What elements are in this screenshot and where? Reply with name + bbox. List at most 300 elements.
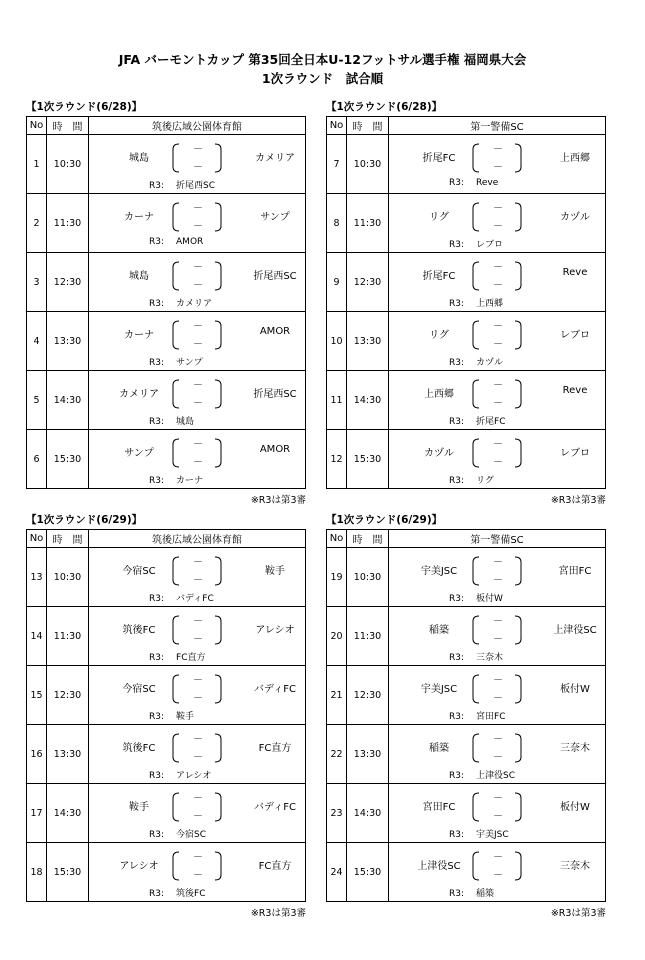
score-top[interactable]: － <box>193 675 203 686</box>
team2-name: バディFC <box>254 684 296 695</box>
team2-name: 上西郷 <box>560 153 590 164</box>
right-bracket-icon <box>213 202 223 232</box>
team2-name: AMOR <box>259 326 291 337</box>
left-bracket-icon <box>471 320 481 350</box>
team2-name: 折尾西SC <box>253 271 297 282</box>
left-bracket-icon <box>471 202 481 232</box>
referee-team: 折尾FC <box>476 417 506 427</box>
right-bracket-icon <box>513 792 523 822</box>
left-bracket-icon <box>171 202 181 232</box>
right-bracket-icon <box>513 615 523 645</box>
match-time: 14:30 <box>47 784 89 843</box>
referee-line <box>149 886 205 899</box>
right-bracket-icon <box>213 320 223 350</box>
match-row <box>327 843 606 902</box>
referee-line <box>449 709 505 722</box>
match-no: 21 <box>327 666 347 725</box>
right-bracket-icon <box>513 320 523 350</box>
referee-label: R3: <box>149 299 165 309</box>
match-time: 12:30 <box>347 253 389 312</box>
score-bottom[interactable]: － <box>193 575 203 586</box>
team1-name: 今宿SC <box>122 566 156 577</box>
team1-name: アレシオ <box>119 861 159 872</box>
left-bracket-icon <box>471 261 481 291</box>
header-time: 時 間 <box>347 117 389 135</box>
score-top[interactable]: － <box>193 262 203 273</box>
referee-line <box>449 768 515 781</box>
match-no: 8 <box>327 194 347 253</box>
left-bracket-icon <box>471 792 481 822</box>
match-row <box>27 312 306 371</box>
match-time: 15:30 <box>47 430 89 489</box>
score-bottom[interactable]: － <box>193 221 203 232</box>
team1-name: 城島 <box>129 271 149 282</box>
match-time: 14:30 <box>47 371 89 430</box>
match-cell <box>389 548 606 607</box>
match-cell <box>89 548 306 607</box>
score-top[interactable]: － <box>493 793 503 804</box>
score-bottom[interactable]: － <box>493 457 503 468</box>
match-no: 2 <box>27 194 47 253</box>
match-time: 15:30 <box>347 430 389 489</box>
team2-name: カヅル <box>560 212 590 223</box>
referee-line <box>149 237 203 247</box>
referee-line <box>149 178 215 191</box>
match-no: 16 <box>27 725 47 784</box>
match-no: 23 <box>327 784 347 843</box>
team1-name: 鞍手 <box>129 802 149 813</box>
team1-name: サンプ <box>124 448 154 459</box>
team2-name: バディFC <box>254 802 296 813</box>
schedule-block-1 <box>26 101 306 506</box>
score-bottom[interactable]: － <box>493 221 503 232</box>
referee-label: R3: <box>449 240 465 250</box>
match-row <box>327 607 606 666</box>
match-cell <box>89 666 306 725</box>
match-row <box>27 784 306 843</box>
referee-team: サンプ <box>176 358 203 368</box>
match-row <box>27 135 306 194</box>
match-no: 9 <box>327 253 347 312</box>
match-cell <box>89 725 306 784</box>
right-bracket-icon <box>513 379 523 409</box>
team2-name: 折尾西SC <box>253 389 297 400</box>
referee-line <box>149 591 214 604</box>
left-bracket-icon <box>171 320 181 350</box>
schedule-block-3 <box>26 514 306 919</box>
score-bottom[interactable]: － <box>193 752 203 763</box>
referee-label: R3: <box>449 594 465 604</box>
match-time: 11:30 <box>47 194 89 253</box>
referee-team: 板付W <box>476 594 503 604</box>
team1-name: リグ <box>429 330 449 341</box>
match-cell <box>389 194 606 253</box>
team2-name: 三奈木 <box>560 861 590 872</box>
match-no: 4 <box>27 312 47 371</box>
referee-line <box>449 827 509 840</box>
schedule-table <box>326 529 606 902</box>
header-time: 時 間 <box>47 117 89 135</box>
team1-name: 宇美JSC <box>420 684 458 695</box>
referee-label: R3: <box>449 712 465 722</box>
match-row <box>27 666 306 725</box>
team1-name: 折尾FC <box>422 271 456 282</box>
match-no: 11 <box>327 371 347 430</box>
referee-label: R3: <box>149 889 165 899</box>
team2-name: AMOR <box>259 444 291 455</box>
score-top[interactable]: － <box>193 380 203 391</box>
referee-label: R3: <box>449 358 465 368</box>
referee-line <box>449 650 503 663</box>
score-bottom[interactable]: － <box>193 693 203 704</box>
right-bracket-icon <box>513 556 523 586</box>
score-bottom[interactable]: － <box>493 398 503 409</box>
left-bracket-icon <box>171 792 181 822</box>
right-bracket-icon <box>213 379 223 409</box>
referee-label: R3: <box>449 299 465 309</box>
score-top[interactable]: － <box>493 203 503 214</box>
round-caption: 【1次ラウンド(6/28)】 <box>326 101 443 113</box>
left-bracket-icon <box>171 674 181 704</box>
referee-line <box>449 237 503 250</box>
score-bottom[interactable]: － <box>493 280 503 291</box>
document-title: JFA バーモントカップ 第35回全日本U-12フットサル選手権 福岡県大会 <box>118 52 527 67</box>
referee-label: R3: <box>449 889 465 899</box>
match-time: 13:30 <box>347 725 389 784</box>
score-top[interactable]: － <box>193 439 203 450</box>
match-no: 13 <box>27 548 47 607</box>
right-bracket-icon <box>213 438 223 468</box>
schedule-table <box>26 116 306 489</box>
right-bracket-icon <box>513 674 523 704</box>
referee-team: 今宿SC <box>176 830 207 840</box>
match-row <box>327 135 606 194</box>
match-no: 19 <box>327 548 347 607</box>
match-cell <box>389 312 606 371</box>
referee-team: Reve <box>476 178 499 188</box>
right-bracket-icon <box>513 143 523 173</box>
match-cell <box>89 135 306 194</box>
match-cell <box>89 843 306 902</box>
left-bracket-icon <box>171 615 181 645</box>
header-venue: 筑後広域公園体育館 <box>89 530 306 548</box>
match-row <box>27 607 306 666</box>
score-top[interactable]: － <box>493 262 503 273</box>
match-no: 15 <box>27 666 47 725</box>
left-bracket-icon <box>171 261 181 291</box>
match-time: 12:30 <box>47 253 89 312</box>
team1-name: 城島 <box>129 153 149 164</box>
team2-name: Reve <box>562 385 588 396</box>
referee-label: R3: <box>149 653 165 663</box>
match-time: 11:30 <box>347 607 389 666</box>
right-bracket-icon <box>213 733 223 763</box>
score-top[interactable]: － <box>193 144 203 155</box>
header-no: No <box>327 530 347 548</box>
match-row <box>327 312 606 371</box>
referee-label: R3: <box>449 653 465 663</box>
footnote: ※R3は第3審 <box>550 908 606 919</box>
team1-name: カーナ <box>124 330 154 341</box>
score-bottom[interactable]: － <box>193 339 203 350</box>
score-bottom[interactable]: － <box>193 457 203 468</box>
team2-name: FC直方 <box>258 861 292 872</box>
referee-line <box>149 414 194 427</box>
referee-label: R3: <box>449 830 465 840</box>
team1-name: カヅル <box>424 448 454 459</box>
match-row <box>27 253 306 312</box>
referee-label: R3: <box>449 417 465 427</box>
referee-line <box>449 414 505 427</box>
score-top[interactable]: － <box>193 321 203 332</box>
match-time: 10:30 <box>347 548 389 607</box>
right-bracket-icon <box>213 261 223 291</box>
score-top[interactable]: － <box>193 203 203 214</box>
team2-name: FC直方 <box>258 743 292 754</box>
team1-name: リグ <box>429 212 449 223</box>
schedule-block-4 <box>326 514 606 919</box>
referee-line <box>149 650 205 663</box>
left-bracket-icon <box>471 851 481 881</box>
match-time: 11:30 <box>47 607 89 666</box>
match-no: 1 <box>27 135 47 194</box>
header-no: No <box>27 530 47 548</box>
referee-label: R3: <box>149 237 165 247</box>
match-time: 15:30 <box>47 843 89 902</box>
header-time: 時 間 <box>47 530 89 548</box>
score-bottom[interactable]: － <box>493 693 503 704</box>
match-cell <box>89 253 306 312</box>
match-time: 13:30 <box>47 312 89 371</box>
referee-team: 宮田FC <box>476 712 506 722</box>
referee-label: R3: <box>149 476 165 486</box>
referee-label: R3: <box>449 178 465 188</box>
referee-label: R3: <box>149 830 165 840</box>
header-row <box>27 530 306 548</box>
referee-team: 宇美JSC <box>476 830 509 840</box>
score-top[interactable]: － <box>493 557 503 568</box>
score-bottom[interactable]: － <box>193 398 203 409</box>
referee-line <box>149 296 212 309</box>
referee-label: R3: <box>449 771 465 781</box>
right-bracket-icon <box>213 615 223 645</box>
header-venue: 筑後広域公園体育館 <box>89 117 306 135</box>
team2-name: 三奈木 <box>560 743 590 754</box>
match-row <box>327 548 606 607</box>
referee-line <box>149 709 194 722</box>
team1-name: 宇美JSC <box>420 566 458 577</box>
match-cell <box>389 253 606 312</box>
team2-name: レブロ <box>560 330 590 341</box>
team1-name: カメリア <box>119 389 159 400</box>
match-no: 3 <box>27 253 47 312</box>
referee-line <box>449 178 498 188</box>
header-row <box>27 117 306 135</box>
score-top[interactable]: － <box>193 734 203 745</box>
match-time: 13:30 <box>47 725 89 784</box>
match-cell <box>89 194 306 253</box>
match-row <box>27 430 306 489</box>
match-row <box>27 725 306 784</box>
referee-label: R3: <box>149 712 165 722</box>
referee-line <box>149 355 203 368</box>
score-bottom[interactable]: － <box>493 752 503 763</box>
referee-line <box>449 591 503 604</box>
match-cell <box>389 607 606 666</box>
left-bracket-icon <box>471 143 481 173</box>
match-no: 5 <box>27 371 47 430</box>
match-row <box>327 371 606 430</box>
score-bottom[interactable]: － <box>493 811 503 822</box>
match-no: 17 <box>27 784 47 843</box>
schedule-block-2 <box>326 101 606 506</box>
referee-team: バディFC <box>176 594 214 604</box>
team1-name: 稲築 <box>429 625 449 636</box>
score-top[interactable]: － <box>493 734 503 745</box>
match-time: 12:30 <box>47 666 89 725</box>
referee-line <box>449 296 503 309</box>
team2-name: 鞍手 <box>265 566 285 577</box>
score-bottom[interactable]: － <box>493 870 503 881</box>
score-bottom[interactable]: － <box>493 634 503 645</box>
team1-name: 稲築 <box>429 743 449 754</box>
score-top[interactable]: － <box>493 616 503 627</box>
referee-team: 城島 <box>176 417 195 427</box>
match-no: 22 <box>327 725 347 784</box>
team1-name: 折尾FC <box>422 153 456 164</box>
footnote: ※R3は第3審 <box>550 495 606 506</box>
match-cell <box>389 725 606 784</box>
referee-team: 上西郷 <box>476 299 504 309</box>
score-bottom[interactable]: － <box>493 339 503 350</box>
right-bracket-icon <box>513 733 523 763</box>
match-time: 12:30 <box>347 666 389 725</box>
right-bracket-icon <box>213 792 223 822</box>
match-time: 10:30 <box>47 548 89 607</box>
document-subtitle: 1次ラウンド 試合順 <box>261 71 384 86</box>
referee-label: R3: <box>149 181 165 191</box>
score-top[interactable]: － <box>493 321 503 332</box>
referee-line <box>149 827 206 840</box>
header-no: No <box>327 117 347 135</box>
score-top[interactable]: － <box>193 616 203 627</box>
referee-team: カメリア <box>176 299 213 309</box>
referee-team: 筑後FC <box>176 889 206 899</box>
referee-line <box>149 768 211 781</box>
match-time: 14:30 <box>347 371 389 430</box>
left-bracket-icon <box>471 674 481 704</box>
score-top[interactable]: － <box>493 852 503 863</box>
match-time: 10:30 <box>47 135 89 194</box>
round-caption: 【1次ラウンド(6/28)】 <box>26 101 143 113</box>
referee-team: 稲築 <box>476 889 495 899</box>
score-top[interactable]: － <box>493 675 503 686</box>
score-bottom[interactable]: － <box>493 575 503 586</box>
schedule-table <box>326 116 606 489</box>
match-no: 7 <box>327 135 347 194</box>
round-caption: 【1次ラウンド(6/29)】 <box>326 514 443 526</box>
match-cell <box>389 784 606 843</box>
score-top[interactable]: － <box>493 144 503 155</box>
match-cell <box>89 607 306 666</box>
referee-label: R3: <box>449 476 465 486</box>
referee-team: 鞍手 <box>176 712 195 722</box>
footnote: ※R3は第3審 <box>250 908 306 919</box>
match-no: 10 <box>327 312 347 371</box>
score-bottom[interactable]: － <box>193 634 203 645</box>
match-time: 13:30 <box>347 312 389 371</box>
referee-line <box>449 355 503 368</box>
team1-name: カーナ <box>124 212 154 223</box>
match-row <box>327 725 606 784</box>
team2-name: アレシオ <box>255 625 295 636</box>
header-row <box>327 530 606 548</box>
score-top[interactable]: － <box>193 793 203 804</box>
match-no: 18 <box>27 843 47 902</box>
left-bracket-icon <box>171 733 181 763</box>
score-top[interactable]: － <box>493 380 503 391</box>
score-bottom[interactable]: － <box>193 280 203 291</box>
match-no: 24 <box>327 843 347 902</box>
footnote: ※R3は第3審 <box>250 495 306 506</box>
right-bracket-icon <box>213 556 223 586</box>
match-cell <box>389 371 606 430</box>
score-top[interactable]: － <box>493 439 503 450</box>
match-cell <box>89 784 306 843</box>
team1-name: 筑後FC <box>122 625 156 636</box>
match-no: 6 <box>27 430 47 489</box>
match-cell <box>389 135 606 194</box>
referee-team: FC直方 <box>176 653 206 663</box>
referee-team: レブロ <box>476 240 504 250</box>
right-bracket-icon <box>513 851 523 881</box>
referee-line <box>449 886 494 899</box>
score-top[interactable]: － <box>193 852 203 863</box>
referee-team: アレシオ <box>176 771 212 781</box>
team1-name: 筑後FC <box>122 743 156 754</box>
team2-name: 上津役SC <box>553 625 597 636</box>
right-bracket-icon <box>213 674 223 704</box>
referee-team: リグ <box>476 476 494 486</box>
match-time: 11:30 <box>347 194 389 253</box>
score-bottom[interactable]: － <box>193 870 203 881</box>
score-bottom[interactable]: － <box>193 811 203 822</box>
right-bracket-icon <box>213 851 223 881</box>
header-venue: 第一警備SC <box>389 530 606 548</box>
left-bracket-icon <box>171 143 181 173</box>
match-cell <box>389 843 606 902</box>
match-row <box>327 194 606 253</box>
match-no: 12 <box>327 430 347 489</box>
team2-name: Reve <box>562 267 588 278</box>
header-venue: 第一警備SC <box>389 117 606 135</box>
score-bottom[interactable]: － <box>493 162 503 173</box>
right-bracket-icon <box>213 143 223 173</box>
team1-name: 宮田FC <box>422 802 456 813</box>
right-bracket-icon <box>513 202 523 232</box>
team2-name: 宮田FC <box>558 566 592 577</box>
referee-label: R3: <box>149 771 165 781</box>
referee-line <box>149 473 203 486</box>
match-row <box>27 371 306 430</box>
referee-label: R3: <box>149 358 165 368</box>
match-time: 15:30 <box>347 843 389 902</box>
referee-team: 上津役SC <box>476 771 516 781</box>
left-bracket-icon <box>471 438 481 468</box>
score-top[interactable]: － <box>193 557 203 568</box>
match-row <box>27 843 306 902</box>
score-bottom[interactable]: － <box>193 162 203 173</box>
